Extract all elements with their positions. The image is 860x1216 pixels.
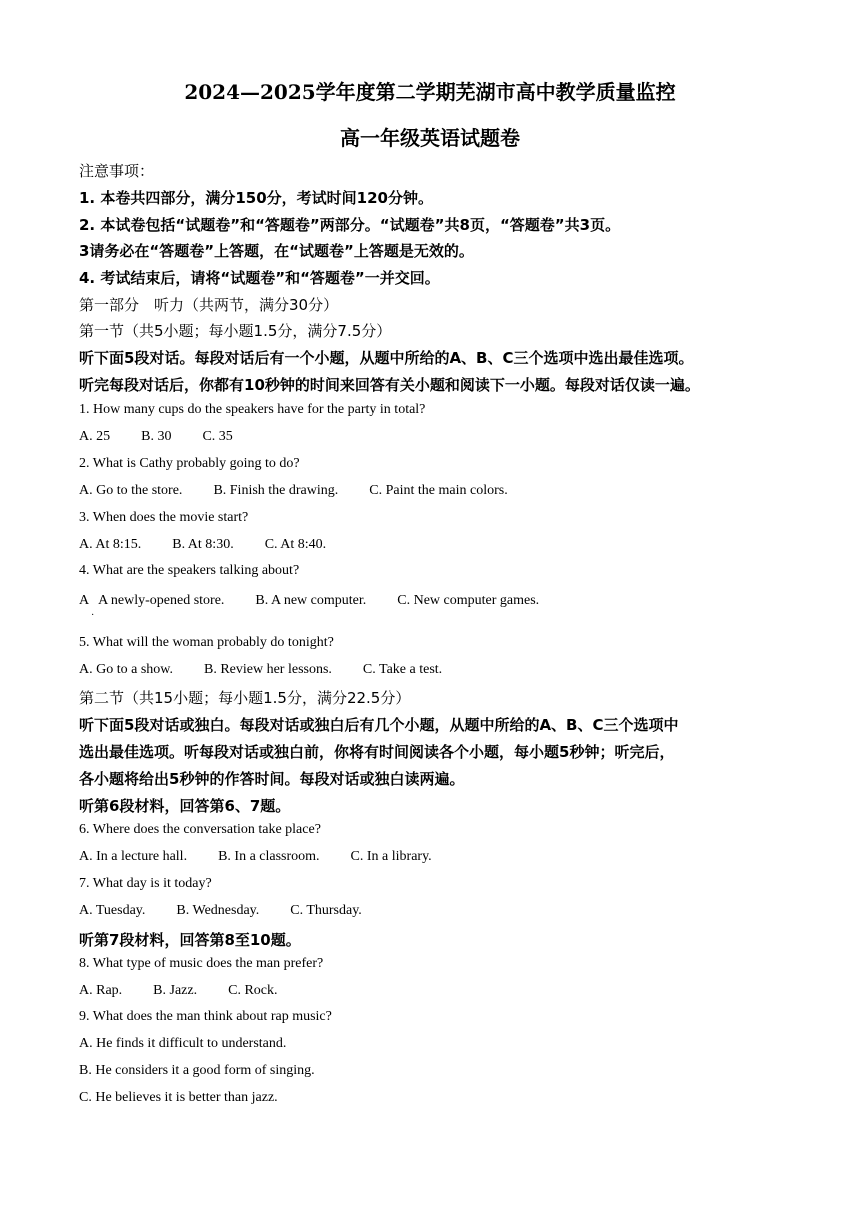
option: C. New computer games. xyxy=(397,593,540,608)
option: B. In a classroom. xyxy=(218,849,320,864)
option: B. 30 xyxy=(141,429,172,444)
material-7-heading: 听第7段材料，回答第8至10题。 xyxy=(79,931,301,949)
question-8-options xyxy=(79,983,278,999)
question-4: 4. What are the speakers talking about? xyxy=(79,563,300,578)
question-6: 6. Where does the conversation take place? xyxy=(79,822,321,837)
notice-item-2: 2. 本试卷包括“试题卷”和“答题卷”两部分。“试题卷”共8页，“答题卷”共3页。 xyxy=(79,216,621,234)
option: C. At 8:40. xyxy=(264,537,327,552)
option: B. A new computer. xyxy=(255,593,367,608)
option: C. In a library. xyxy=(350,849,432,864)
part1-heading: 第一部分 听力（共两节，满分30分） xyxy=(79,296,339,314)
option: B. Review her lessons. xyxy=(203,662,332,677)
section1-heading: 第一节（共5小题；每小题1.5分，满分7.5分） xyxy=(79,322,392,340)
question-6-options xyxy=(79,849,432,865)
question-5: 5. What will the woman probably do tonight? xyxy=(79,635,334,650)
section2-instruction-2: 选出最佳选项。听每段对话或独白前，你将有时间阅读各个小题，每小题5秒钟；听完后， xyxy=(79,743,675,761)
section1-instruction-1: 听下面5段对话。每段对话后有一个小题，从题中所给的A、B、C三个选项中选出最佳选项。 xyxy=(79,349,694,367)
option: C. Rock. xyxy=(228,983,278,998)
option: C. Thursday. xyxy=(290,903,362,918)
option: C. Take a test. xyxy=(362,662,443,677)
section2-heading: 第二节（共15小题；每小题1.5分，满分22.5分） xyxy=(79,689,411,707)
question-9-option-a: A. He finds it difficult to understand. xyxy=(79,1036,287,1051)
option: A A newly-opened store. xyxy=(79,593,225,608)
section1-instruction-2: 听完每段对话后，你都有10秒钟的时间来回答有关小题和阅读下一小题。每段对话仅读一遍。 xyxy=(79,376,700,394)
question-2-options xyxy=(79,483,508,499)
question-9-option-c: C. He believes it is better than jazz. xyxy=(79,1090,278,1105)
option: B. At 8:30. xyxy=(172,537,234,552)
option: A. 25 xyxy=(79,429,111,444)
option: A. In a lecture hall. xyxy=(79,849,188,864)
question-2: 2. What is Cathy probably going to do? xyxy=(79,456,300,471)
section2-instruction-1: 听下面5段对话或独白。每段对话或独白后有几个小题，从题中所给的A、B、C三个选项中 xyxy=(79,716,679,734)
exam-title: 2024—2025学年度第二学期芜湖市高中教学质量监控 xyxy=(184,80,676,104)
option: C. Paint the main colors. xyxy=(369,483,508,498)
material-6-heading: 听第6段材料，回答第6、7题。 xyxy=(79,797,291,815)
question-7: 7. What day is it today? xyxy=(79,876,212,891)
option: A. Tuesday. xyxy=(79,903,146,918)
option: A. Go to the store. xyxy=(79,483,183,498)
question-8: 8. What type of music does the man prefer? xyxy=(79,956,324,971)
question-1: 1. How many cups do the speakers have for the party in total? xyxy=(79,402,426,417)
question-9: 9. What does the man think about rap music? xyxy=(79,1009,332,1024)
notice-item-1: 1. 本卷共四部分，满分150分，考试时间120分钟。 xyxy=(79,189,433,207)
option: B. Finish the drawing. xyxy=(213,483,339,498)
exam-subtitle: 高一年级英语试题卷 xyxy=(340,126,520,150)
section2-instruction-3: 各小题将给出5秒钟的作答时间。每段对话或独白读两遍。 xyxy=(79,770,465,788)
option: A. Rap. xyxy=(79,983,123,998)
question-9-option-b: B. He considers it a good form of singing. xyxy=(79,1063,315,1078)
option: B. Jazz. xyxy=(153,983,198,998)
option: B. Wednesday. xyxy=(176,903,260,918)
option: C. 35 xyxy=(202,429,233,444)
option: A. At 8:15. xyxy=(79,537,142,552)
question-7-options xyxy=(79,903,362,919)
notice-heading: 注意事项： xyxy=(79,162,155,180)
question-3: 3. When does the movie start? xyxy=(79,510,249,525)
question-3-options xyxy=(79,537,326,553)
question-5-options xyxy=(79,662,442,678)
stray-dot: · xyxy=(91,610,95,621)
option: A. Go to a show. xyxy=(79,662,173,677)
question-1-options xyxy=(79,429,233,445)
notice-item-4: 4. 考试结束后，请将“试题卷”和“答题卷”一并交回。 xyxy=(79,269,440,287)
notice-item-3: 3请务必在“答题卷”上答题，在“试题卷”上答题是无效的。 xyxy=(79,242,474,260)
question-4-options xyxy=(79,593,539,609)
